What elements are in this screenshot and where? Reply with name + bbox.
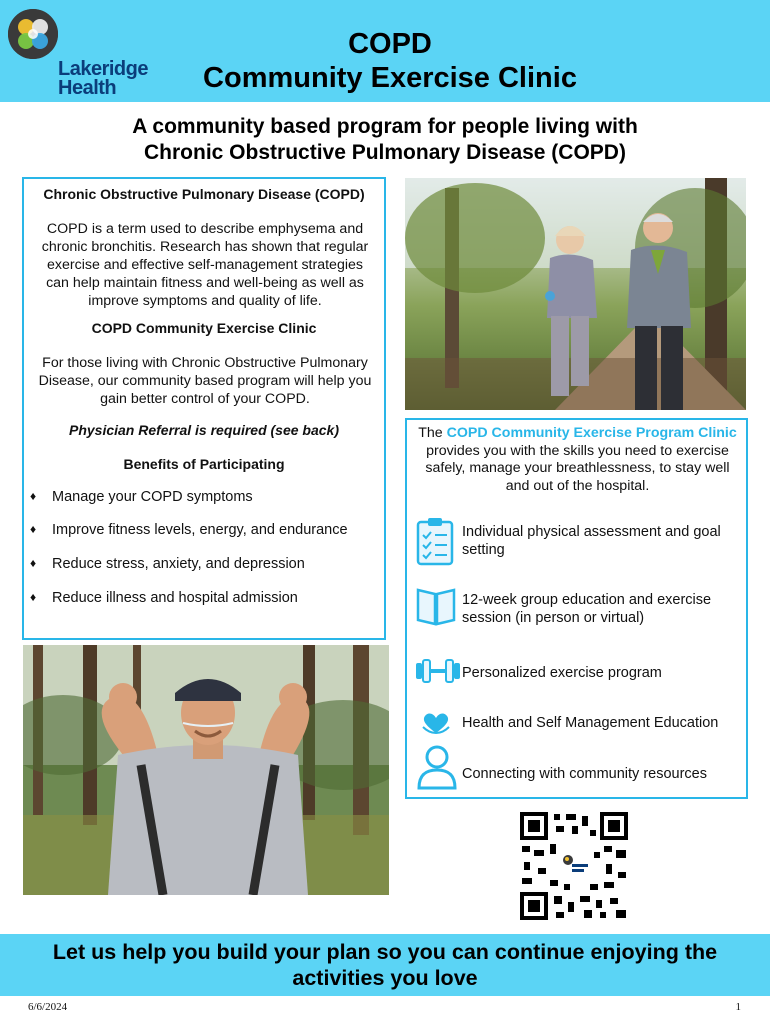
- qr-code[interactable]: [520, 812, 628, 920]
- benefit-text: Improve fitness levels, energy, and endurance: [52, 522, 348, 538]
- feature-text: [462, 766, 742, 784]
- print-date: 6/6/2024: [28, 1001, 68, 1013]
- title-line-1: COPD: [348, 28, 432, 60]
- benefit-text: Reduce stress, anxiety, and depression: [52, 556, 305, 572]
- benefits-heading: Benefits of Participating: [123, 456, 285, 472]
- open-book-icon: [415, 584, 457, 633]
- copd-heading: Chronic Obstructive Pulmonary Disease (COPD): [43, 186, 365, 202]
- copd-desc-line: exercise and effective self-management strategies: [47, 257, 363, 273]
- diamond-bullet-icon: ♦: [30, 489, 37, 503]
- feature-line: 12-week group education and exercise: [462, 592, 712, 608]
- clinic-heading: COPD Community Exercise Clinic: [91, 320, 317, 336]
- feature-line: Health and Self Management Education: [462, 715, 719, 731]
- copd-description: [30, 220, 380, 310]
- clinic-desc-line: Disease, our community based program will help you: [38, 373, 372, 389]
- copd-desc-line: can help maintain fitness and well-being as well as: [46, 275, 364, 291]
- logo-wordmark: [58, 60, 148, 98]
- footer-line-1: Let us help you build your plan so you can continue enjoying the: [52, 940, 718, 964]
- logo-line-1: Lakeridge: [58, 58, 148, 80]
- feature-text: [462, 592, 742, 627]
- intro-line: provides you with the skills you need to exercise: [426, 442, 729, 459]
- feature-line: Connecting with community resources: [462, 766, 707, 782]
- feature-line: Personalized exercise program: [462, 665, 662, 681]
- benefit-text: Reduce illness and hospital admission: [52, 590, 298, 606]
- dumbbell-icon: [415, 658, 461, 689]
- copd-desc-line: COPD is a term used to describe emphysema and: [46, 221, 364, 237]
- subtitle: [60, 114, 710, 166]
- intro-line: safely, manage your breathlessness, to stay well: [425, 460, 730, 476]
- subtitle-line-1: A community based program for people living with: [132, 115, 638, 138]
- feature-text: [462, 715, 742, 733]
- diamond-bullet-icon: ♦: [30, 522, 37, 536]
- footer-tagline: [20, 939, 750, 991]
- lakeridge-logo-icon: [8, 9, 58, 59]
- page-number: 1: [735, 1001, 741, 1013]
- page-title: [150, 27, 630, 95]
- title-line-2: Community Exercise Clinic: [203, 62, 577, 94]
- person-icon: [415, 744, 459, 795]
- copd-desc-line: chronic bronchitis. Research has shown that regular: [41, 239, 369, 255]
- referral-note: Physician Referral is required (see back): [68, 422, 339, 438]
- benefit-text: Manage your COPD symptoms: [52, 489, 253, 505]
- clinic-desc-line: For those living with Chronic Obstructive Pulmonary: [42, 355, 368, 371]
- footer-line-2: activities you love: [292, 966, 478, 990]
- logo-line-2: Health: [58, 77, 117, 99]
- subtitle-line-2: Chronic Obstructive Pulmonary Disease (COPD): [144, 141, 626, 164]
- program-features-box: [405, 418, 748, 799]
- diamond-bullet-icon: ♦: [30, 590, 37, 604]
- copd-info-box: [22, 177, 386, 640]
- feature-text: [462, 665, 742, 683]
- clinic-desc-line: gain better control of your COPD.: [100, 391, 310, 407]
- clipboard-checklist-icon: [415, 516, 457, 571]
- man-flexing-photo: [23, 645, 389, 895]
- copd-desc-line: improve symptoms and quality of life.: [88, 293, 322, 309]
- intro-line: and out of the hospital.: [505, 477, 650, 494]
- feature-text: [462, 524, 742, 559]
- feature-line: session (in person or virtual): [462, 609, 645, 626]
- program-intro: [413, 425, 742, 495]
- diamond-bullet-icon: ♦: [30, 556, 37, 570]
- clinic-description: [30, 354, 380, 408]
- heart-hands-icon: [421, 711, 451, 740]
- feature-line: setting: [462, 541, 505, 558]
- intro-prefix: The: [418, 425, 447, 441]
- feature-line: Individual physical assessment and goal: [462, 524, 721, 540]
- couple-jogging-photo: [405, 178, 746, 410]
- program-name-highlight: COPD Community Exercise Program Clinic: [446, 425, 737, 441]
- header-band: [0, 0, 770, 102]
